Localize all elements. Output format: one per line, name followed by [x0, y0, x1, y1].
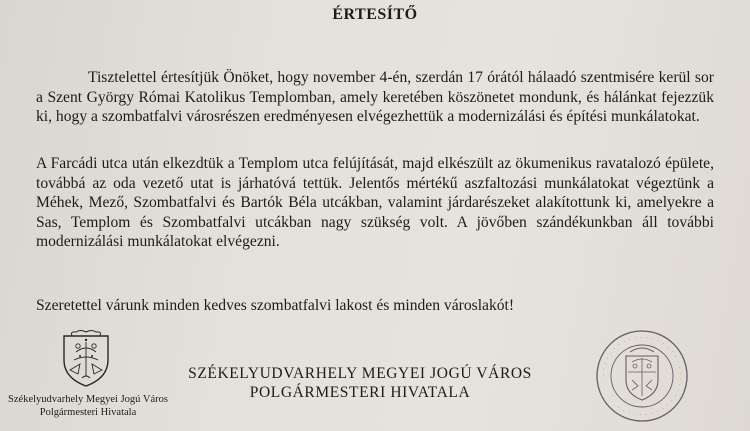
crest-caption-line2: Polgármesteri Hivatala	[39, 406, 137, 418]
paragraph-works: A Farcádi utca után elkezdtük a Templom utca felújítását, majd elkészült az ökumenikus ravatalozó épülete, továbbá az oda vezető utat is járhatóvá tettük. Jelentős mértékű aszfaltozási munkálatokat végeztünk a Méhek, Mező, Szombatfalvi és Bartók Béla utcákban, valamint járdarészeket alakítottunk ki, amelyekre a Sas, Templom és Szombatfalvi utcákban nagy szükség volt. A jövőben szándékunkban áll további modernizálási munkálatokat elvégezni.	[36, 155, 714, 250]
office-heading	[168, 364, 552, 402]
crest-caption	[0, 394, 176, 419]
document-title: ÉRTESÍTŐ	[332, 6, 418, 23]
office-line1: SZÉKELYUDVARHELY MEGYEI JOGÚ VÁROS	[188, 365, 532, 382]
paragraph-greeting: Szeretettel várunk minden kedves szombatfalvi lakost és minden városlakót!	[36, 297, 515, 314]
coat-of-arms-icon	[56, 330, 116, 388]
crest-caption-line1: Székelyudvarhely Megyei Jogú Város	[8, 394, 168, 405]
official-stamp-icon	[594, 328, 690, 424]
svg-text:· · · · · · · · · · · · · · ·: · · · · · · · · · · · · · · · · · · · · · · · · · · · · · · · · · · · ·	[600, 334, 684, 418]
paragraph-invitation: Tisztelettel értesítjük Önöket, hogy november 4-én, szerdán 17 órától hálaadó szentmisére kerül sor a Szent György Római Katolikus Templomban, amely keretében köszönetet mondunk, és hálánkat fejezzük ki, hogy a szombatfalvi városrészen eredményesen elvégezhettük a modernizálási és építési munkálatokat.	[36, 69, 714, 125]
office-line2: POLGÁRMESTERI HIVATALA	[249, 384, 471, 401]
